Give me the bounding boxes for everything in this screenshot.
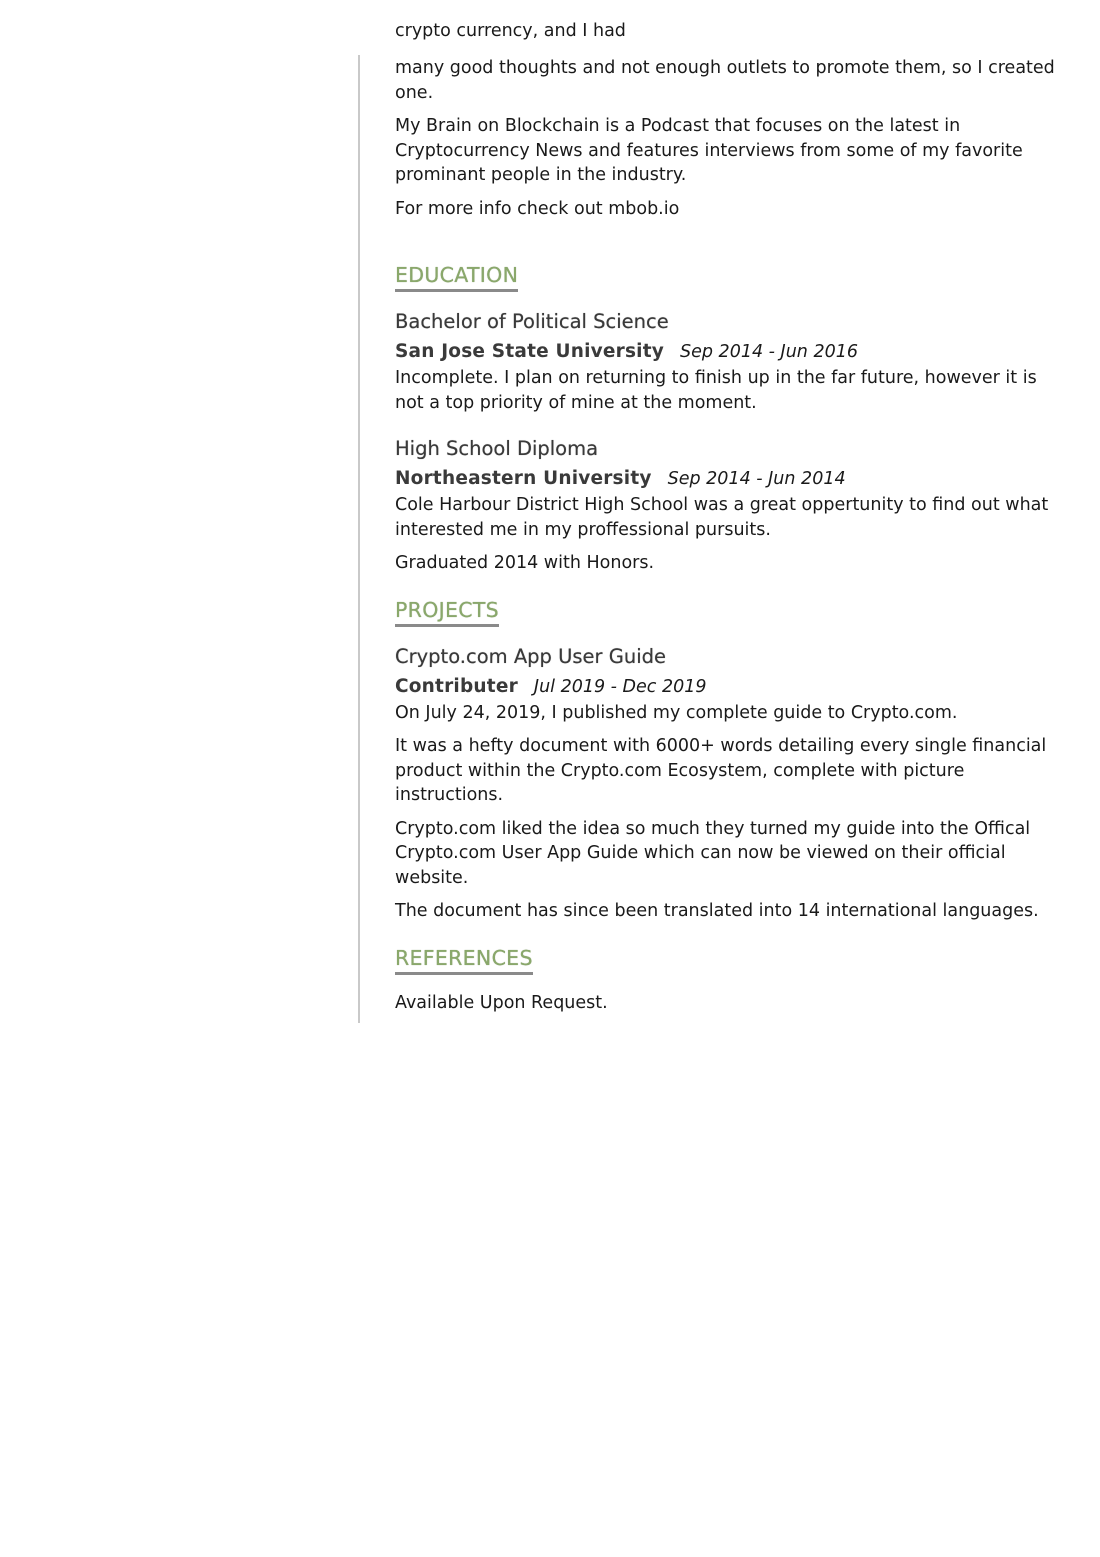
entry-organization: San Jose State University: [395, 341, 665, 362]
entry-subtitle: [395, 673, 1055, 701]
entry-paragraph: It was a hefty document with 6000+ words detailing every single financial product within the Crypto.com Ecosystem, complete with picture instructions.: [395, 736, 1047, 805]
summary-paragraph: many good thoughts and not enough outlets to promote them, so I created one.: [395, 58, 1055, 103]
entry-paragraph: Graduated 2014 with Honors.: [395, 553, 655, 573]
entry-title: High School Diploma: [395, 437, 599, 460]
entry-organization: Northeastern University: [395, 468, 652, 489]
entry-subtitle: [395, 338, 1055, 366]
projects-section: [395, 598, 1055, 924]
entry-paragraph: The document has since been translated into 14 international languages.: [395, 901, 1039, 921]
entry-subtitle: [395, 465, 1055, 493]
education-heading: EDUCATION: [395, 263, 518, 292]
summary-section: [395, 21, 1055, 221]
entry-organization: Contributer: [395, 675, 518, 697]
entry-paragraph: Crypto.com liked the idea so much they turned my guide into the Offical Crypto.com User App Guide which can now be viewed on their official website.: [395, 818, 1031, 888]
entry-dates: Sep 2014 - Jun 2016: [680, 342, 858, 362]
summary-paragraph: My Brain on Blockchain is a Podcast that focuses on the latest in Cryptocurrency News and features interviews from some of my favorite prominant people in the industry.: [395, 116, 1023, 185]
summary-paragraph: For more info check out mbob.io: [395, 198, 680, 219]
project-entry: [395, 643, 1055, 924]
education-section: [395, 263, 1055, 576]
entry-paragraph: On July 24, 2019, I published my complete guide to Crypto.com.: [395, 702, 958, 723]
entry-dates: Sep 2014 - Jun 2014: [667, 469, 846, 489]
main-column: [395, 21, 1055, 1024]
entry-title: Bachelor of Political Science: [395, 310, 669, 333]
entry-paragraph: Incomplete. I plan on returning to finish up in the far future, however it is not a top priority of mine at the moment.: [395, 368, 1037, 413]
summary-clipped-text: crypto currency, and I had: [395, 21, 626, 41]
education-entry: [395, 435, 1055, 576]
entry-title: Crypto.com App User Guide: [395, 644, 667, 668]
education-entry: [395, 308, 1055, 415]
references-section: [395, 946, 1055, 1016]
references-heading: REFERENCES: [395, 946, 533, 975]
entry-dates: Jul 2019 - Dec 2019: [533, 676, 707, 697]
references-text: Available Upon Request.: [395, 992, 608, 1013]
entry-paragraph: Cole Harbour District High School was a great oppertunity to find out what interested me in my proffessional pursuits.: [395, 495, 1049, 540]
summary-clipped-line: [395, 21, 1055, 56]
projects-heading: PROJECTS: [395, 598, 499, 627]
column-divider: [358, 55, 360, 1023]
